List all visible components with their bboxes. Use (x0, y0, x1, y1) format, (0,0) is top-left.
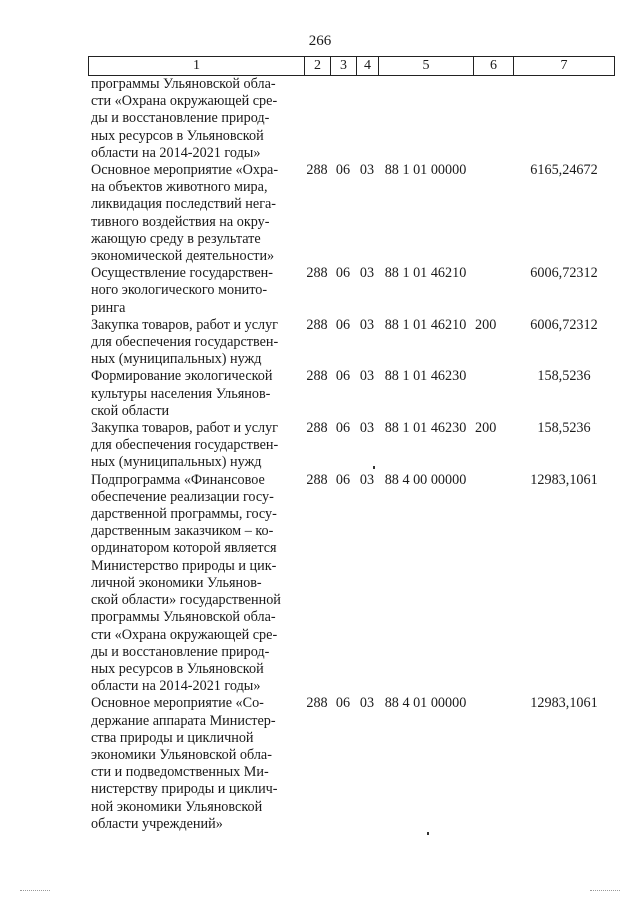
row-target-article: 88 1 01 46230 (384, 368, 467, 385)
description-line: программы Ульяновской обла- (91, 76, 276, 92)
row-target-article: 88 4 00 00000 (384, 471, 467, 488)
row-amount: 6006,72312 (530, 316, 598, 333)
row-target-article: 88 1 01 46210 (384, 316, 467, 333)
description-line: ликвидация последствий нега- (91, 196, 277, 213)
description-line: обеспечение реализации госу- (91, 488, 274, 505)
description-line: ных (муниципальных) нужд (91, 351, 262, 368)
row-admin-code: 288 (306, 471, 328, 488)
row-section: 06 (335, 420, 351, 437)
description-line: личной экономики Ульянов- (91, 574, 262, 591)
table-row (88, 368, 615, 420)
description-line: нистерству природы и циклич- (91, 781, 278, 798)
description-line: жающую среду в результате (91, 230, 261, 247)
row-description (88, 368, 304, 420)
row-description (88, 472, 304, 696)
header-col-2: 2 (304, 57, 330, 75)
row-subsection: 03 (359, 368, 375, 385)
scan-speck (427, 832, 429, 835)
row-admin-code: 288 (306, 695, 328, 712)
description-line: для обеспечения государствен- (91, 437, 279, 454)
header-col-1: 1 (88, 57, 304, 75)
description-line: программы Ульяновской обла- (91, 609, 276, 626)
row-amount: 6165,24672 (530, 162, 598, 179)
description-line: ды и восстановление природ- (91, 643, 270, 660)
description-line: Основное мероприятие «Охра- (91, 162, 279, 179)
table-row (88, 472, 615, 696)
row-expense-type: 200 (475, 316, 497, 333)
row-subsection: 03 (359, 162, 375, 179)
row-subsection: 03 (359, 316, 375, 333)
row-subsection: 03 (359, 471, 375, 488)
header-col-6: 6 (473, 57, 513, 75)
row-admin-code: 288 (306, 368, 328, 385)
row-description (88, 317, 304, 369)
table-body (88, 76, 615, 833)
row-section: 06 (335, 368, 351, 385)
description-line: ной экономики Ульяновской (91, 798, 263, 815)
table-row (88, 265, 615, 317)
description-line: ного экологического монито- (91, 282, 268, 299)
row-subsection: 03 (359, 265, 375, 282)
row-target-article: 88 1 01 46210 (384, 265, 467, 282)
row-target-article: 88 1 01 46230 (384, 420, 467, 437)
header-col-5: 5 (378, 57, 473, 75)
row-amount: 12983,1061 (530, 471, 598, 488)
row-description (88, 420, 304, 472)
description-line: ской области (91, 402, 170, 419)
description-line: Основное мероприятие «Со- (91, 695, 264, 712)
description-line: Подпрограмма «Финансовое (91, 471, 265, 488)
row-amount: 12983,1061 (530, 695, 598, 712)
header-col-7: 7 (513, 57, 615, 75)
row-section: 06 (335, 695, 351, 712)
row-subsection: 03 (359, 695, 375, 712)
description-line: области учреждений» (91, 815, 223, 832)
description-line: Осуществление государствен- (91, 265, 273, 282)
table-row (88, 162, 615, 265)
description-line: дарственным заказчиком – ко- (91, 523, 274, 540)
row-admin-code: 288 (306, 420, 328, 437)
description-line: области на 2014-2021 годы» (91, 678, 261, 695)
description-line: ской области» государственной (91, 592, 281, 609)
description-line: ды и восстановление природ- (91, 110, 270, 127)
row-amount: 6006,72312 (530, 265, 598, 282)
description-line: сти и подведомственных Ми- (91, 764, 269, 781)
row-admin-code: 288 (306, 162, 328, 179)
description-line: Закупка товаров, работ и услуг (91, 420, 278, 437)
header-col-4: 4 (356, 57, 378, 75)
description-line: сти «Охрана окружающей сре- (91, 626, 278, 643)
description-line: ных (муниципальных) нужд (91, 454, 262, 471)
row-amount: 158,5236 (537, 368, 591, 385)
description-line: культуры населения Ульянов- (91, 385, 271, 402)
row-target-article: 88 4 01 00000 (384, 695, 467, 712)
row-description (88, 162, 304, 265)
row-subsection: 03 (359, 420, 375, 437)
table-row (88, 420, 615, 472)
table-row (88, 317, 615, 369)
description-line: ных ресурсов в Ульяновской (91, 660, 264, 677)
table-row (88, 76, 615, 162)
row-admin-code: 288 (306, 265, 328, 282)
row-description (88, 695, 304, 833)
row-description (88, 76, 304, 162)
description-line: держание аппарата Министер- (91, 712, 276, 729)
page-number: 266 (308, 33, 332, 49)
description-line: Закупка товаров, работ и услуг (91, 316, 278, 333)
description-line: сти «Охрана окружающей сре- (91, 93, 278, 110)
description-line: на объектов животного мира, (91, 179, 268, 196)
row-target-article: 88 1 01 00000 (384, 162, 467, 179)
description-line: экономики Ульяновской обла- (91, 746, 272, 763)
description-line: дарственной программы, госу- (91, 506, 277, 523)
description-line: ства природы и цикличной (91, 729, 254, 746)
row-amount: 158,5236 (537, 420, 591, 437)
row-description (88, 265, 304, 317)
table-header (88, 56, 615, 76)
description-line: Формирование экологической (91, 368, 273, 385)
description-line: тивного воздействия на окру- (91, 213, 270, 230)
row-section: 06 (335, 162, 351, 179)
row-admin-code: 288 (306, 316, 328, 333)
description-line: ринга (91, 299, 126, 316)
row-section: 06 (335, 471, 351, 488)
scan-edge-mark (590, 890, 620, 891)
description-line: для обеспечения государствен- (91, 334, 279, 351)
description-line: области на 2014-2021 годы» (91, 144, 261, 161)
row-expense-type: 200 (475, 420, 497, 437)
header-col-3: 3 (330, 57, 356, 75)
description-line: ординатором которой является (91, 540, 277, 557)
row-section: 06 (335, 316, 351, 333)
row-section: 06 (335, 265, 351, 282)
description-line: Министерство природы и цик- (91, 557, 277, 574)
scan-speck (373, 466, 375, 469)
description-line: ных ресурсов в Ульяновской (91, 127, 264, 144)
table-row (88, 695, 615, 833)
description-line: экономической деятельности» (91, 248, 275, 265)
scan-edge-mark (20, 890, 50, 891)
